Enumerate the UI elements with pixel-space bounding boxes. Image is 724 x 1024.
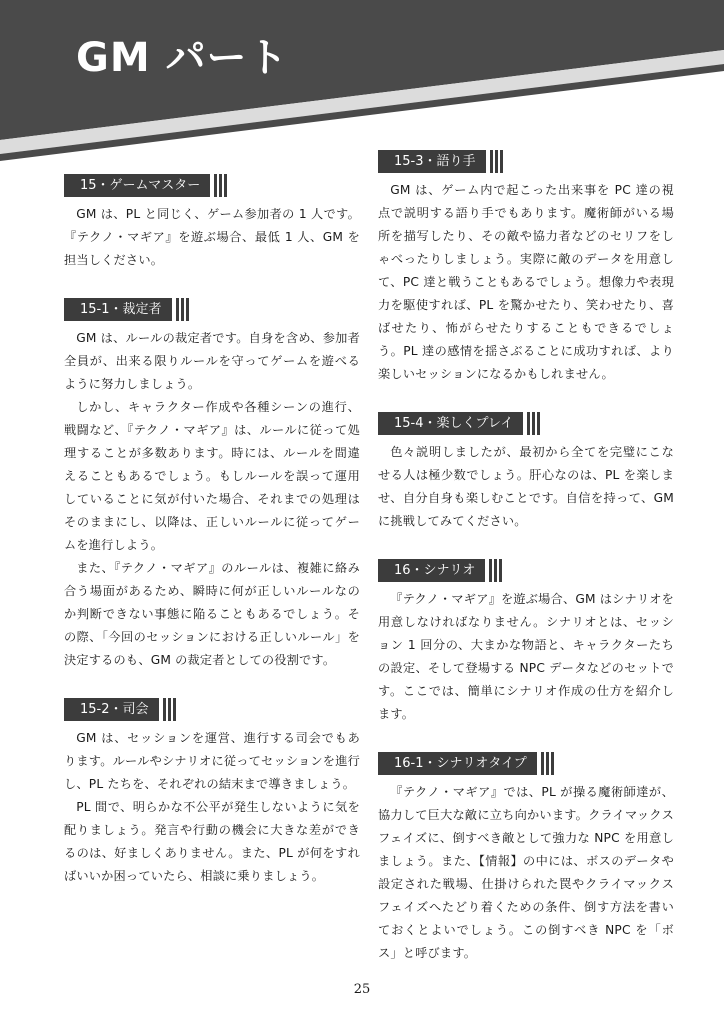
section-heading [378, 412, 674, 435]
body-paragraph: しかし、キャラクター作成や各種シーンの進行、戦闘など、『テクノ・マギア』は、ルールに従って処理することが多数あります。時には、ルールを間違えることもあるでしょう。もしルールを誤って運用していることに気が付いた場合、それまでの処理はそのままにし、以降は、正しいルールに従ってゲームを進行しよう。 [64, 400, 360, 552]
section-heading-label: 15-4・楽しくプレイ [378, 412, 523, 435]
section-heading [64, 298, 360, 321]
section [64, 698, 360, 888]
section [378, 150, 674, 386]
section-heading [64, 698, 360, 721]
heading-bars-decoration [176, 298, 191, 321]
section-heading [64, 174, 360, 197]
heading-bars-decoration [163, 698, 178, 721]
section-heading-label: 15・ゲームマスター [64, 174, 210, 197]
section [64, 298, 360, 672]
page-title: GM パート [76, 35, 289, 81]
right-column [378, 150, 674, 991]
body-paragraph: GM は、セッションを運営、進行する司会でもあります。ルールやシナリオに従ってセッションを進行し、PL たちを、それぞれの結末まで導きましょう。 [64, 731, 360, 791]
heading-bars-decoration [489, 559, 504, 582]
section-heading-label: 16・シナリオ [378, 559, 485, 582]
body-paragraph: GM は、ルールの裁定者です。自身を含め、参加者全員が、出来る限りルールを守ってゲームを遊べるように努力しましょう。 [64, 331, 360, 391]
section [64, 174, 360, 272]
section-heading-label: 15-3・語り手 [378, 150, 486, 173]
section-heading-label: 15-1・裁定者 [64, 298, 172, 321]
section-heading-label: 15-2・司会 [64, 698, 159, 721]
body-paragraph: また、『テクノ・マギア』のルールは、複雑に絡み合う場面があるため、瞬時に何が正しいルールなのか判断できない事態に陥ることもあるでしょう。その際、「今回のセッションにおける正しいルール」を決定するのも、GM の裁定者としての役割です。 [64, 561, 360, 667]
body-paragraph: GM は、PL と同じく、ゲーム参加者の 1 人です。『テクノ・マギア』を遊ぶ場合、最低 1 人、GM を担当しください。 [64, 207, 360, 267]
body-paragraph: 『テクノ・マギア』では、PL が操る魔術師達が、協力して巨大な敵に立ち向かいます。クライマックスフェイズに、倒すべき敵として強力な NPC を用意しましょう。また、【情報】の中には、ボスのデータや設定された戦場、仕掛けられた罠やクライマックスフェイズへたどり着くための条件、倒す方法を書いておくとよいでしょう。この倒すべき NPC を「ボス」と呼びます。 [378, 785, 674, 960]
section [378, 752, 674, 965]
heading-bars-decoration [490, 150, 505, 173]
body-paragraph: GM は、ゲーム内で起こった出来事を PC 達の視点で説明する語り手でもあります。魔術師がいる場所を描写したり、その敵や協力者などのセリフをしゃべったりしましょう。実際に敵のデータを用意して、PC 達と戦うこともあるでしょう。想像力や表現力を駆使すれば、PL を驚かせたり、笑わせたり、喜ばせたり、怖がらせたりすることもできるでしょう。PL 達の感情を揺さぶることに成功すれば、より楽しいセッションになるかもしれません。 [378, 183, 674, 381]
section-heading [378, 559, 674, 582]
section [378, 412, 674, 533]
left-column [64, 174, 360, 914]
body-paragraph: 『テクノ・マギア』を遊ぶ場合、GM はシナリオを用意しなければなりません。シナリオとは、セッション 1 回分の、大まかな物語と、キャラクターたちの設定、そして登場する NPC データなどのセットです。ここでは、簡単にシナリオ作成の仕方を紹介します。 [378, 592, 674, 721]
heading-bars-decoration [214, 174, 229, 197]
page-number: 25 [353, 982, 371, 997]
heading-bars-decoration [541, 752, 556, 775]
section-heading [378, 150, 674, 173]
section-heading [378, 752, 674, 775]
section [378, 559, 674, 726]
section-heading-label: 16-1・シナリオタイプ [378, 752, 537, 775]
body-paragraph: PL 間で、明らかな不公平が発生しないように気を配りましょう。発言や行動の機会に大きな差ができるのは、好ましくありません。また、PL が何をすればいいか困っていたら、相談に乗りましょう。 [64, 800, 360, 883]
body-paragraph: 色々説明しましたが、最初から全てを完璧にこなせる人は極少数でしょう。肝心なのは、PL を楽しませ、自分自身も楽しむことです。自信を持って、GM に挑戦してみてください。 [378, 445, 674, 528]
heading-bars-decoration [527, 412, 542, 435]
